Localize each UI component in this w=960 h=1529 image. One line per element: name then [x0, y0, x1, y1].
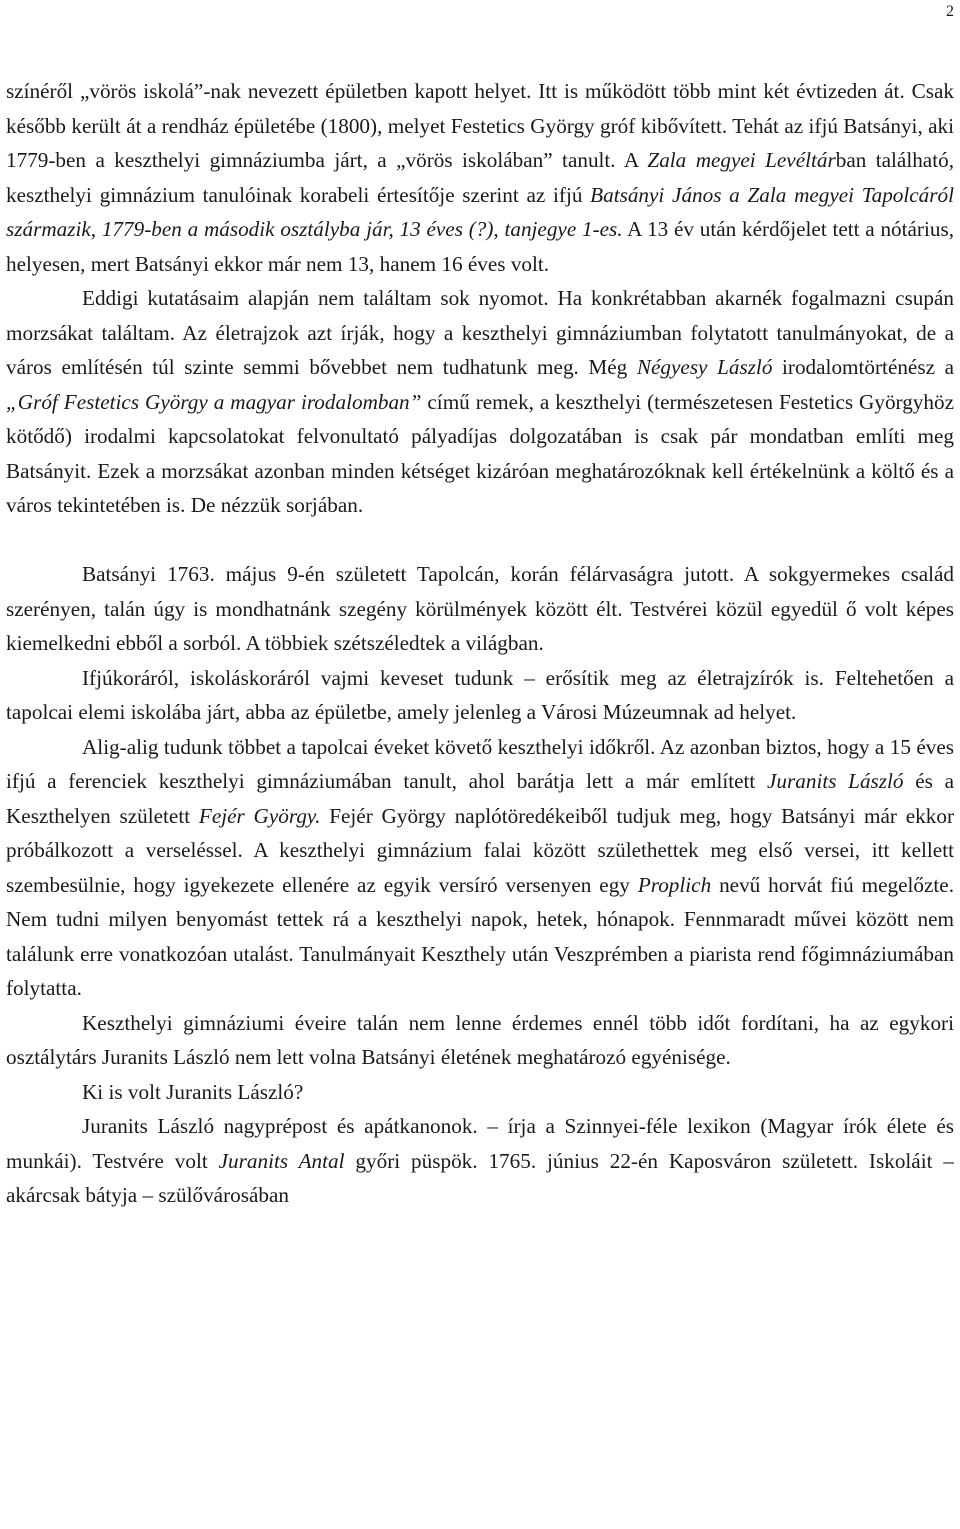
paragraph [6, 1109, 954, 1213]
italic-text: Zala megyei Levéltár [647, 148, 836, 172]
paragraph [6, 74, 954, 281]
italic-text: Batsányi János a Zala megyei Tapolcáról származik, 1779-ben a második osztályba jár, 13 éves (?), tanjegye 1-es. [6, 182, 955, 241]
paragraph [6, 730, 954, 1006]
text-run: ban található, keszthelyi gimnázium tanulóinak korabeli értesítője szerint az ifjú [6, 148, 954, 207]
italic-text: „Gróf Festetics György a magyar irodalomban” [6, 389, 422, 414]
italic-text: Négyesy László [636, 355, 773, 379]
text-run: Fejér György naplótöredékeiből tudjuk meg, hogy Batsányi már ekkor próbálkozott a verseléssel. A keszthelyi gimnázium falai között születhettek meg első versei, itt kellett szembesülnie, hogy igyekezete ellenére az egyik versíró versenyen egy [6, 803, 954, 897]
text-run: színéről „vörös iskolá”-nak nevezett épületben kapott helyet. Itt is működött több mint két évtizeden át. Csak később került át a rendház épületébe (1800), melyet Festetics György gróf kibővített. Tehát az ifjú Batsányi, aki 1779-ben a keszthelyi gimnáziumba járt, a „vörös iskolában” tanult. A [6, 79, 954, 172]
text-run: és a Keszthelyen született [6, 769, 954, 828]
text-run: című remek, a keszthelyi (természetesen Festetics Györgyhöz kötődő) irodalmi kapcsolatokat felvonultató pályadíjas dolgozatában is csak pár mondatban említi meg Batsányit. Ezek a morzsákat azonban minden kétséget kizáróan meghatározóknak kell értékelnünk a költő és a város tekintetében is. De nézzük sorjában. [6, 389, 954, 517]
text-run: nevű horvát fiú megelőzte. Nem tudni milyen benyomást tettek rá a keszthelyi napok, hetek, hónapok. Fennmaradt művei között nem találunk erre vonatkozóan utalást. Tanulmányait Keszthely után Veszprémben a piarista rend főgimnáziumában folytatta. [6, 872, 955, 1000]
text-run: győri püspök. 1765. június 22-én Kaposváron született. Iskoláit – akárcsak bátyja – szülővárosában [6, 1148, 954, 1207]
paragraph [6, 1006, 954, 1075]
italic-text: Juranits László [767, 769, 904, 793]
italic-text: Fejér György. [198, 803, 321, 828]
paragraph [6, 661, 954, 730]
body-text [6, 74, 954, 1213]
text-run: Eddigi kutatásaim alapján nem találtam sok nyomot. Ha konkrétabban akarnék fogalmazni csupán morzsákat találtam. Az életrajzok azt írják, hogy a keszthelyi gimnáziumban folytatott tanulmányokat, de a város említésén túl szinte semmi bővebbet nem tudhatunk meg. Még [6, 286, 954, 379]
italic-text: Proplich [637, 872, 712, 897]
text-run: Juranits László nagyprépost és apátkanonok. – írja a Szinnyei-féle lexikon (Magyar írók élete és munkái). Testvére volt [6, 1114, 954, 1173]
text-run: Ki is volt Juranits László? [82, 1079, 304, 1104]
text-run: Ifjúkoráról, iskoláskoráról vajmi keveset tudunk – erősítik meg az életrajzírók is. Feltehetően a tapolcai elemi iskolába járt, abba az épületbe, amely jelenleg a Városi Múzeumnak ad helyet. [6, 665, 954, 724]
paragraph [6, 557, 954, 661]
text-run: Batsányi 1763. május 9-én született Tapolcán, korán félárvaságra jutott. A sokgyermekes család szerényen, talán úgy is mondhatnánk szegény körülmények között élt. Testvérei közül egyedül ő volt képes kiemelkedni ebből a sorból. A többiek szétszéledtek a világban. [6, 562, 954, 655]
paragraph [6, 1075, 954, 1110]
text-run: A 13 év után kérdőjelet tett a nótárius, helyesen, mert Batsányi ekkor már nem 13, hanem 16 éves volt. [6, 217, 955, 276]
text-run: irodalomtörténész a [772, 355, 954, 379]
text-run: Keszthelyi gimnáziumi éveire talán nem lenne érdemes ennél több időt fordítani, ha az egykori osztálytárs Juranits László nem lett volna Batsányi életének meghatározó egyénisége. [6, 1010, 954, 1069]
paragraph [6, 281, 954, 523]
italic-text: Juranits Antal [218, 1148, 345, 1173]
page-number: 2 [946, 3, 954, 20]
text-run: Alig-alig tudunk többet a tapolcai éveket követő keszthelyi időkről. Az azonban biztos, hogy a 15 éves ifjú a ferenciek keszthelyi gimnáziumában tanult, ahol barátja lett a már említett [6, 734, 954, 793]
